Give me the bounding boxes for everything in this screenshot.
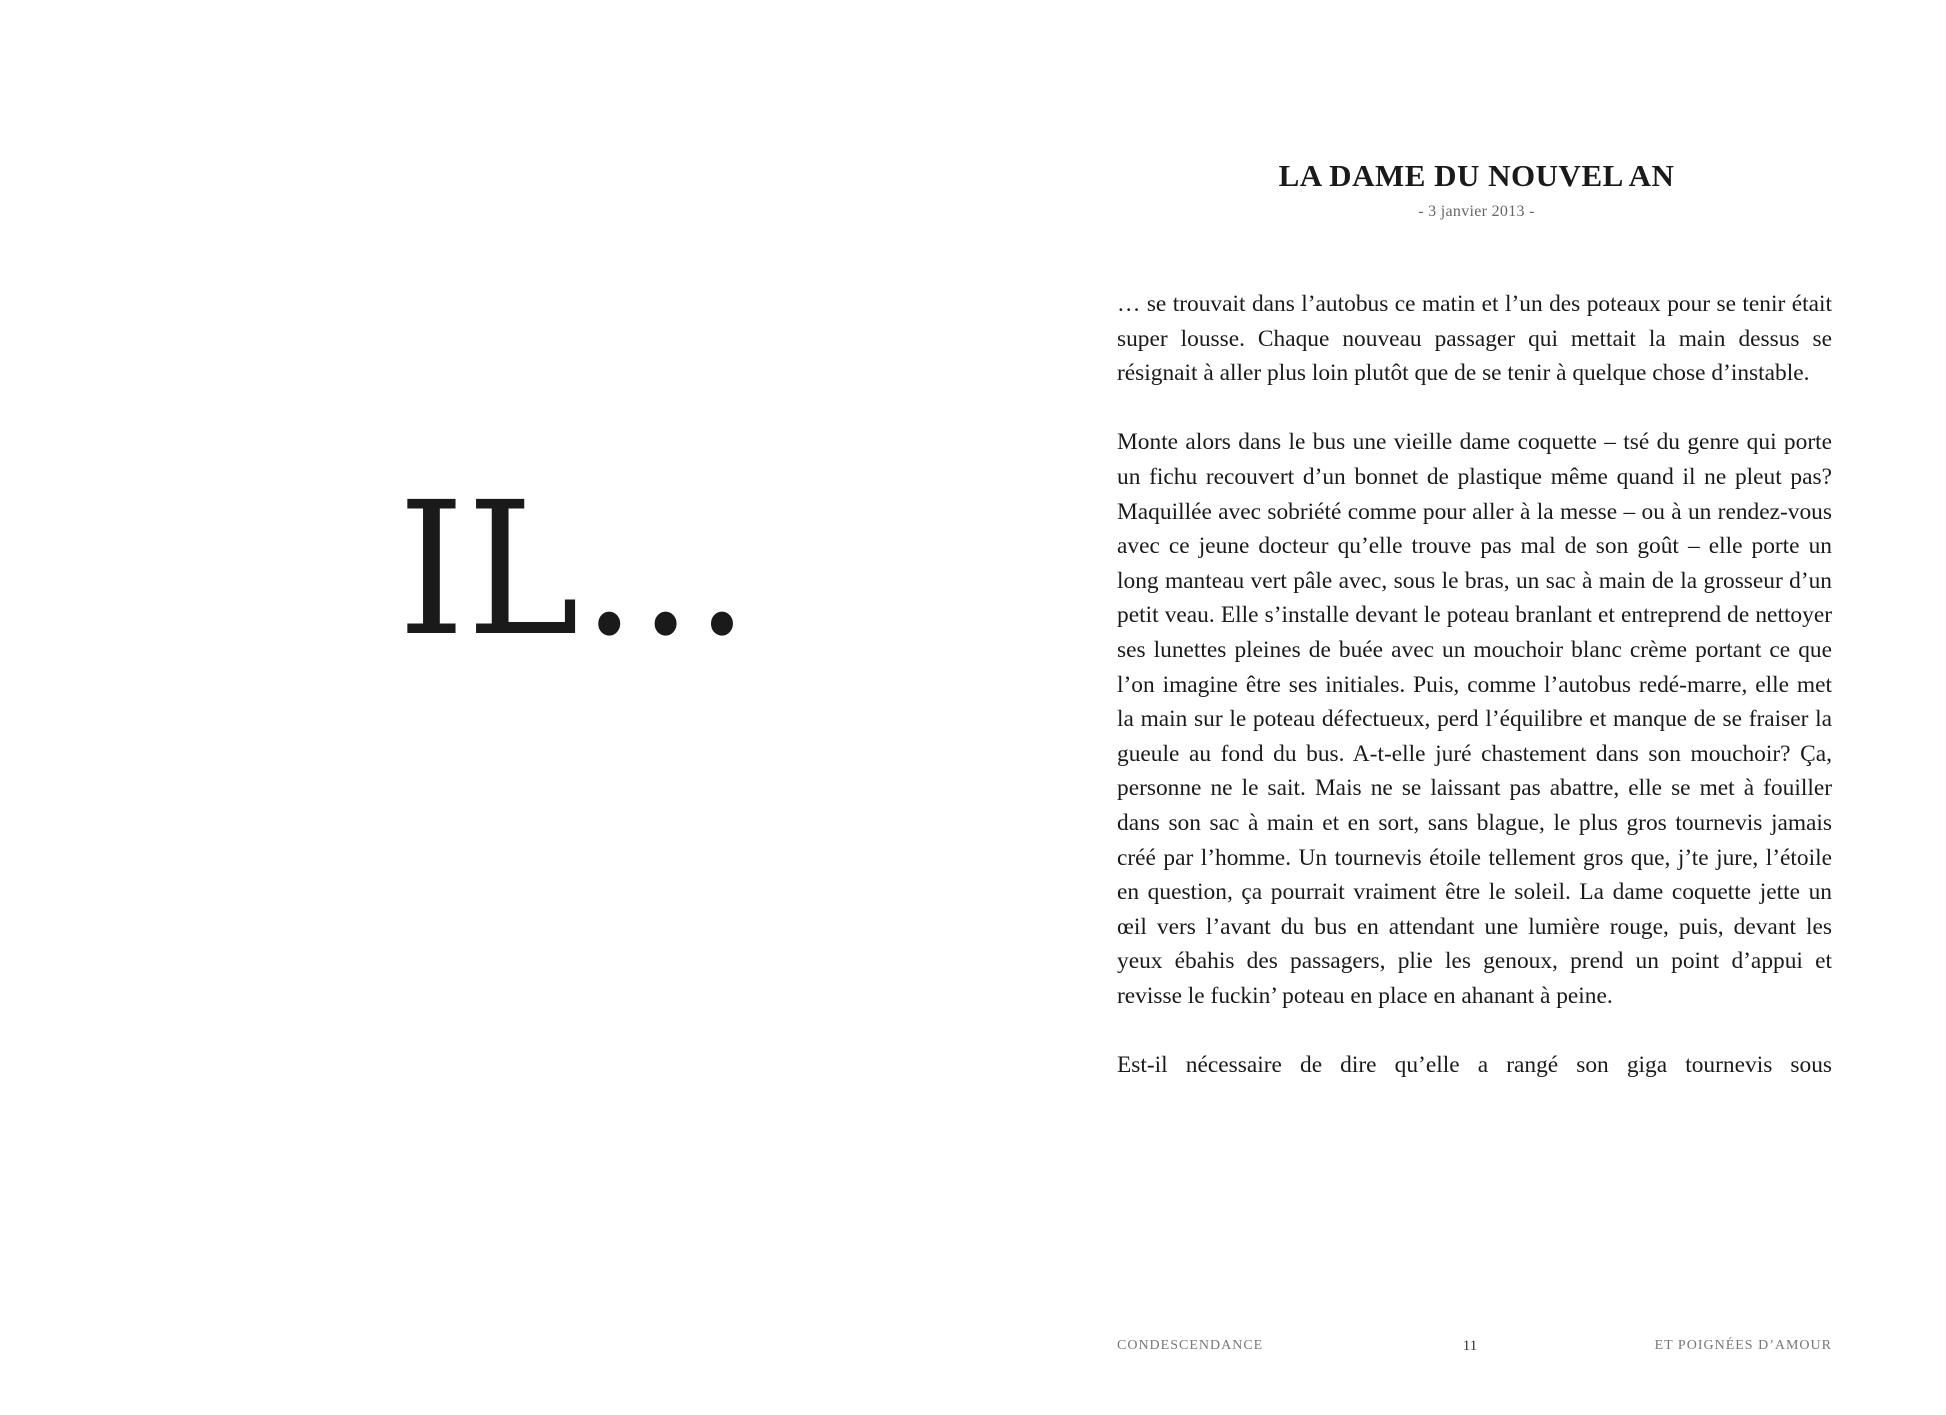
chapter-title: LA DAME DU NOUVEL AN: [1278, 158, 1675, 193]
paragraph-1: … se trouvait dans l’autobus ce matin et l’un des poteaux pour se tenir était super lousse. Chaque nouveau passager qui mettait la main dessus se résignait à aller plus loin plutôt que de se tenir à quelque chose d’instable.: [1117, 291, 1832, 387]
page-number: 11: [1462, 1338, 1478, 1354]
section-opening-word: IL…: [398, 463, 753, 677]
chapter-date: - 3 janvier 2013 -: [1418, 203, 1535, 220]
paragraph-3: Est-il nécessaire de dire qu’elle a rangé son giga tournevis sous: [1117, 1052, 1832, 1079]
footer-book-title-right: ET POIGNÉES D’AMOUR: [1654, 1338, 1832, 1353]
paragraph-2: Monte alors dans le bus une vieille dame coquette – tsé du genre qui porte un fichu recouvert d’un bonnet de plastique même quand il ne pleut pas? Maquillée avec sobriété comme pour aller à la messe – ou à un rendez-vous avec ce jeune docteur qu’elle trouve pas mal de son goût – elle porte un long manteau vert pâle avec, sous le bras, un sac à main de la grosseur d’un petit veau. Elle s’installe devant le poteau branlant et entreprend de nettoyer ses lunettes pleines de buée avec un mouchoir blanc crème portant ce que l’on imagine être ses initiales. Puis, comme l’autobus redé-marre, elle met la main sur le poteau défectueux, perd l’équilibre et manque de se fraiser la gueule au fond du bus. A-t-elle juré chastement dans son mouchoir? Ça, personne ne le sait. Mais ne se laissant pas abattre, elle se met à fouiller dans son sac à main et en sort, sans blague, le plus gros tournevis jamais créé par l’homme. Un tournevis étoile tellement gros que, j’te jure, l’étoile en question, ça pourrait vraiment être le soleil. La dame coquette jette un œil vers l’avant du bus en attendant une lumière rouge, puis, devant les yeux ébahis des passagers, plie les genoux, prend un point d’appui et revisse le fuckin’ poteau en place en ahanant à peine.: [1117, 429, 1832, 1009]
footer-book-title-left: CONDESCENDANCE: [1117, 1338, 1264, 1353]
body-text: [1117, 287, 1832, 1083]
